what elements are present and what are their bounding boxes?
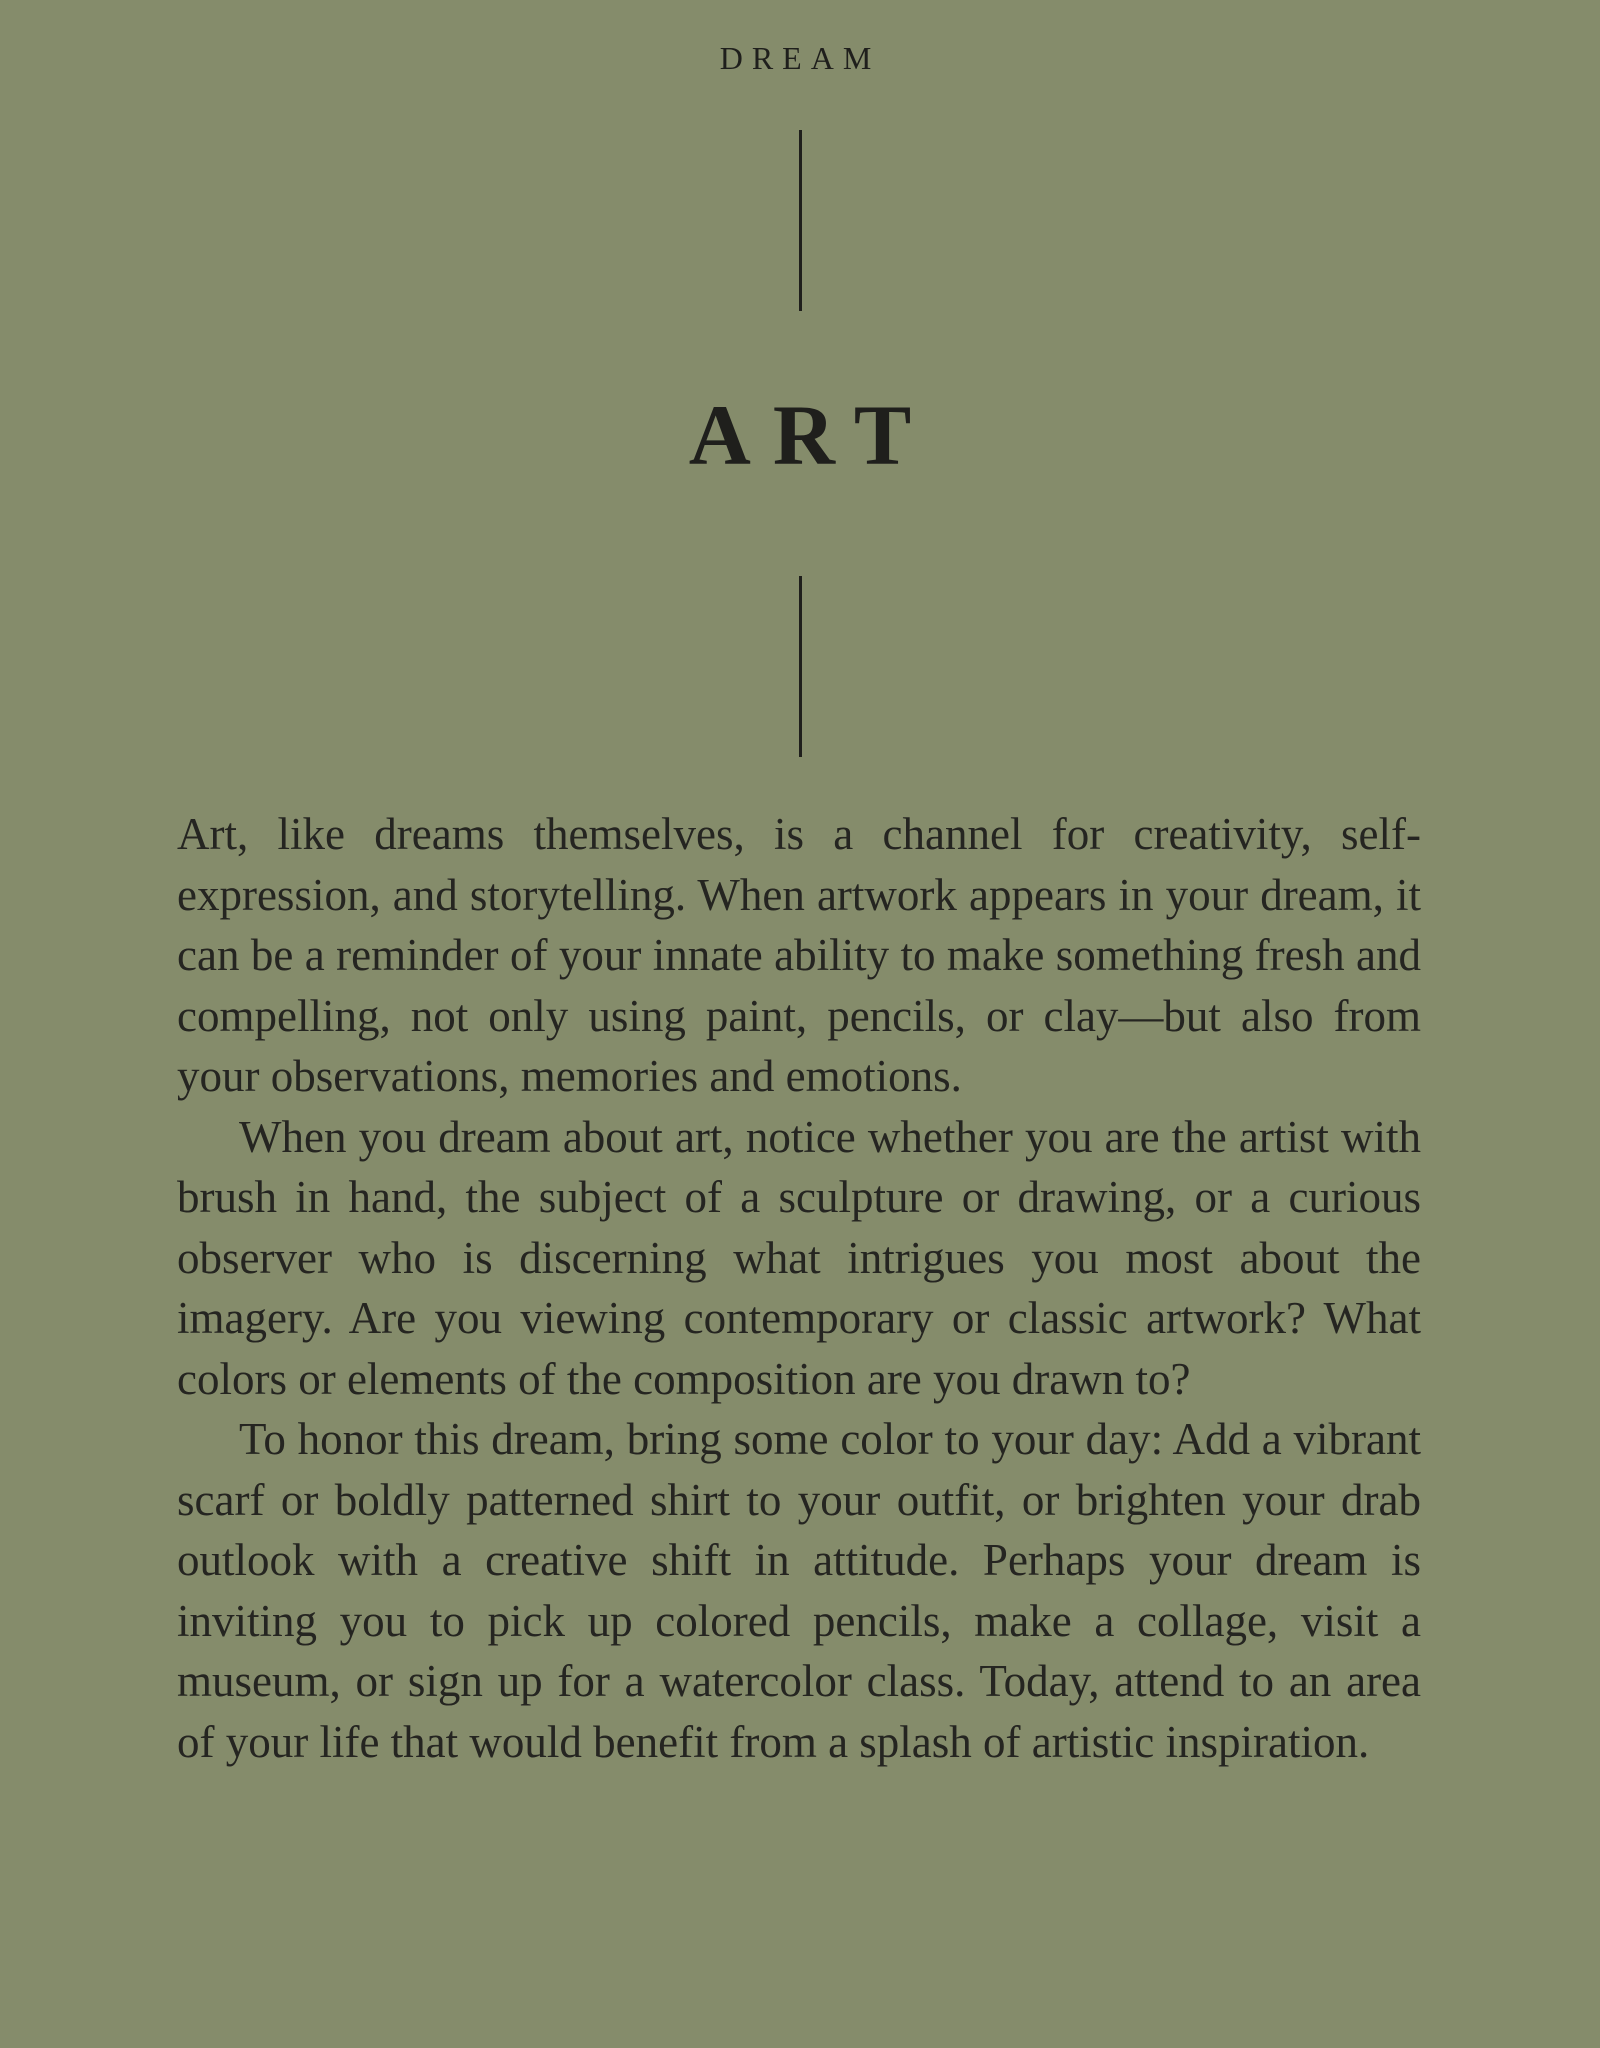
body-text <box>177 804 1421 1772</box>
paragraph-3: To honor this dream, bring some color to your day: Add a vibrant scarf or boldly patterned shirt to your outfit, or brighten your drab outlook with a creative shift in attitude. Perhaps your dream is inviting you to pick up colored pencils, make a collage, visit a museum, or sign up for a watercolor class. Today, attend to an area of your life that would benefit from a splash of artistic inspiration. <box>177 1414 1421 1767</box>
paragraph-1: Art, like dreams themselves, is a channel for creativity, self-expression, and storytelling. When artwork appears in your dream, it can be a reminder of your innate ability to make something fresh and compelling, not only using paint, pencils, or clay—but also from your observations, memories and emotions. <box>177 809 1421 1101</box>
page-title: ART <box>688 387 934 483</box>
top-vertical-rule <box>799 130 802 311</box>
running-head: DREAM <box>719 40 881 76</box>
bottom-vertical-rule <box>799 576 802 757</box>
paragraph-2: When you dream about art, notice whether you are the artist with brush in hand, the subject of a sculpture or drawing, or a curious observer who is discerning what intrigues you most about the imagery. Are you viewing contemporary or classic artwork? What colors or elements of the composition are you drawn to? <box>177 1111 1421 1404</box>
